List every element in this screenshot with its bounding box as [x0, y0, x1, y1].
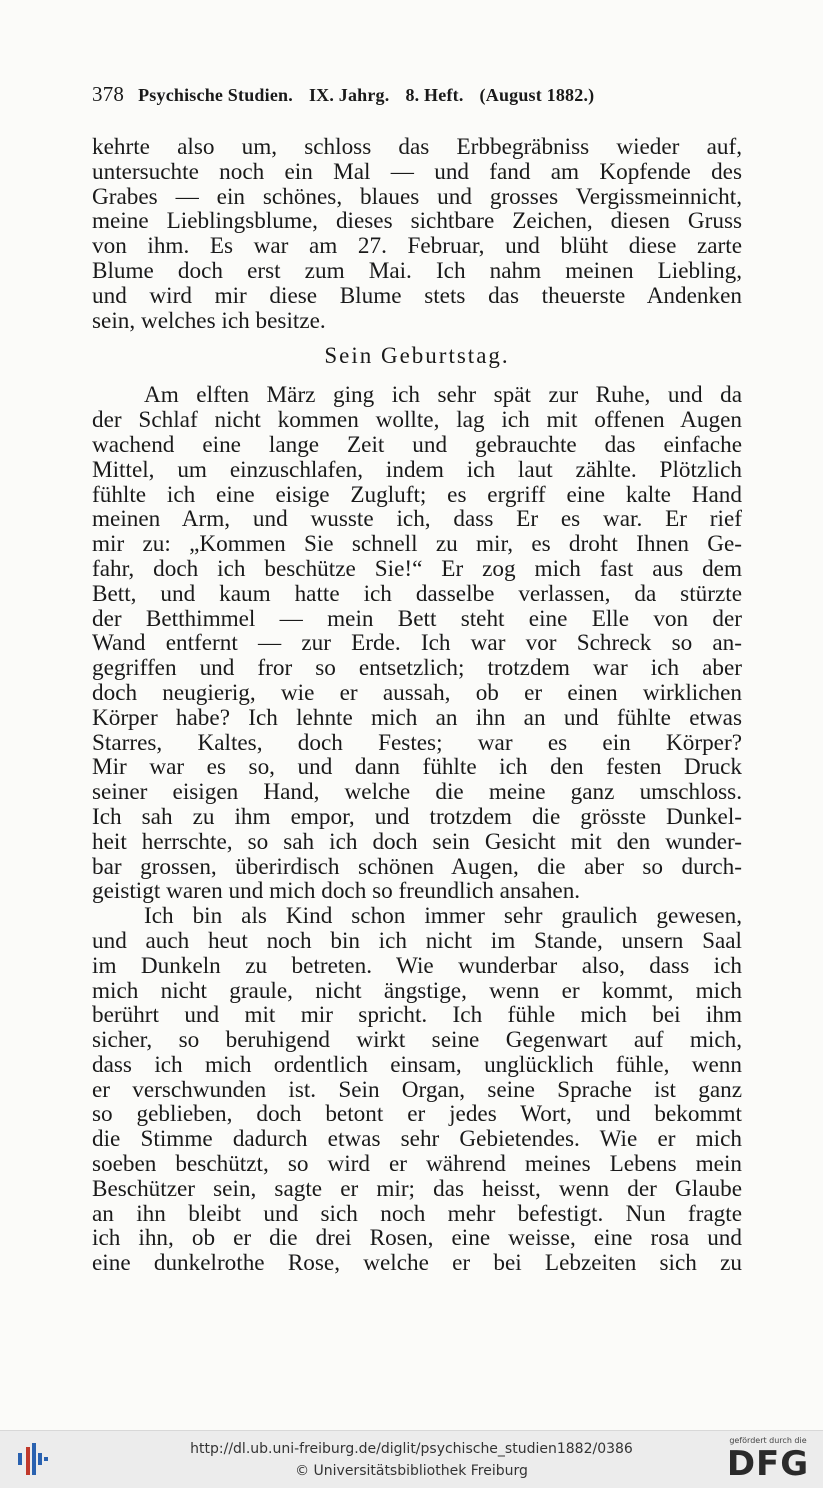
- issue-date: (August 1882.): [479, 85, 595, 105]
- running-header: [92, 82, 742, 107]
- text-line: wachend eine lange Zeit und gebrauchte das einfache: [92, 432, 742, 458]
- paragraph-1: [92, 383, 742, 904]
- text-line: fühlte ich eine eisige Zugluft; es ergriff eine kalte Hand: [92, 482, 742, 508]
- text-line: gegriffen und fror so entsetzlich; trotzdem war ich aber: [92, 656, 742, 681]
- text-line: der Betthimmel — mein Bett steht eine Elle von der: [92, 606, 742, 632]
- text-line: kehrte also um, schloss das Erbbegräbniss wieder auf,: [92, 135, 742, 160]
- text-line: berührt und mit mir spricht. Ich fühle mich bei ihm: [92, 1003, 742, 1029]
- text-line: doch neugierig, wie er aussah, ob er einen wirklichen: [92, 680, 742, 706]
- text-line: Blume doch erst zum Mai. Ich nahm meinen Liebling,: [92, 258, 742, 284]
- text-line: meine Lieblingsblume, dieses sichtbare Zeichen, diesen Gruss: [92, 209, 742, 235]
- text-line: seiner eisigen Hand, welche die meine ganz umschloss.: [92, 780, 742, 805]
- text-line: mir zu: „Kommen Sie schnell zu mir, es droht Ihnen Ge-: [92, 532, 742, 557]
- text-line: der Schlaf nicht kommen wollte, lag ich mit offenen Augen: [92, 408, 742, 433]
- permalink-url[interactable]: http://dl.ub.uni-freiburg.de/diglit/psychische_studien1882/0386: [190, 1441, 633, 1457]
- text-line: und wird mir diese Blume stets das theuerste Andenken: [92, 283, 742, 309]
- text-line: mich nicht graule, nicht ängstige, wenn er kommt, mich: [92, 978, 742, 1004]
- continued-paragraph: [92, 135, 742, 333]
- text-line: eine dunkelrothe Rose, welche er bei Lebzeiten sich zu: [92, 1251, 742, 1277]
- text-line: Starres, Kaltes, doch Festes; war es ein Körper?: [92, 730, 742, 756]
- text-line: er verschwunden ist. Sein Organ, seine Sprache ist ganz: [92, 1077, 742, 1103]
- text-line: und auch heut noch bin ich nicht im Stande, unsern Saal: [92, 928, 742, 954]
- body-text: [92, 135, 742, 1276]
- journal-title: Psychische Studien.: [138, 85, 293, 105]
- text-line: Ich bin als Kind schon immer sehr graulich gewesen,: [144, 904, 742, 929]
- text-line: bar grossen, überirdisch schönen Augen, die aber so durch-: [92, 854, 742, 880]
- page-number: 378: [92, 82, 125, 106]
- text-line: Am elften März ging ich sehr spät zur Ruhe, und da: [144, 383, 742, 409]
- text-line: untersuchte noch ein Mal — und fand am Kopfende des: [92, 159, 742, 185]
- issue: 8. Heft.: [405, 85, 464, 105]
- dfg-logo: [722, 1436, 814, 1484]
- dfg-logo-text: DFG: [726, 1444, 810, 1484]
- text-line: Mir war es so, und dann fühlte ich den festen Druck: [92, 755, 742, 781]
- text-line: ich ihn, ob er die drei Rosen, eine weisse, eine rosa und: [92, 1226, 742, 1252]
- text-line: Grabes — ein schönes, blaues und grosses Vergissmeinnicht,: [92, 184, 742, 210]
- text-line: geistigt waren und mich doch so freundlich ansahen.: [92, 879, 581, 905]
- text-line: die Stimme dadurch etwas sehr Gebietendes. Wie er mich: [92, 1127, 742, 1153]
- copyright-text: © Universitätsbibliothek Freiburg: [295, 1463, 528, 1479]
- volume: IX. Jahrg.: [308, 85, 390, 105]
- text-line: fahr, doch ich beschütze Sie!“ Er zog mich fast aus dem: [92, 556, 742, 582]
- text-line: meinen Arm, und wusste ich, dass Er es war. Er rief: [92, 507, 742, 533]
- paragraph-2: [92, 904, 742, 1276]
- text-line: Wand entfernt — zur Erde. Ich war vor Schreck so an-: [92, 631, 742, 657]
- text-line: sicher, so beruhigend wirkt seine Gegenwart auf mich,: [92, 1028, 742, 1053]
- text-line: von ihm. Es war am 27. Februar, und blüht diese zarte: [92, 234, 742, 259]
- dfg-funded-text: gefördert durch die: [729, 1436, 807, 1445]
- text-line: sein, welches ich besitze.: [92, 308, 326, 334]
- text-line: dass ich mich ordentlich einsam, unglücklich fühle, wenn: [92, 1052, 742, 1078]
- text-line: soeben beschützt, so wird er während meines Lebens mein: [92, 1152, 742, 1177]
- text-line: an ihn bleibt und sich noch mehr befestigt. Nun fragte: [92, 1201, 742, 1227]
- text-line: heit herrschte, so sah ich doch sein Gesicht mit den wunder-: [92, 829, 742, 855]
- text-line: Ich sah zu ihm empor, und trotzdem die grösste Dunkel-: [92, 804, 742, 830]
- viewer-footer: [0, 1430, 823, 1488]
- text-line: Beschützer sein, sagte er mir; das heisst, wenn der Glaube: [92, 1176, 742, 1202]
- section-heading: Sein Geburtstag.: [324, 343, 510, 369]
- text-line: im Dunkeln zu betreten. Wie wunderbar also, dass ich: [92, 953, 742, 979]
- text-line: Mittel, um einzuschlafen, indem ich laut zählte. Plötzlich: [92, 457, 742, 483]
- text-line: Bett, und kaum hatte ich dasselbe verlassen, da stürzte: [92, 581, 742, 607]
- text-line: so geblieben, doch betont er jedes Wort, und bekommt: [92, 1102, 742, 1128]
- text-line: Körper habe? Ich lehnte mich an ihn an und fühlte etwas: [92, 705, 742, 731]
